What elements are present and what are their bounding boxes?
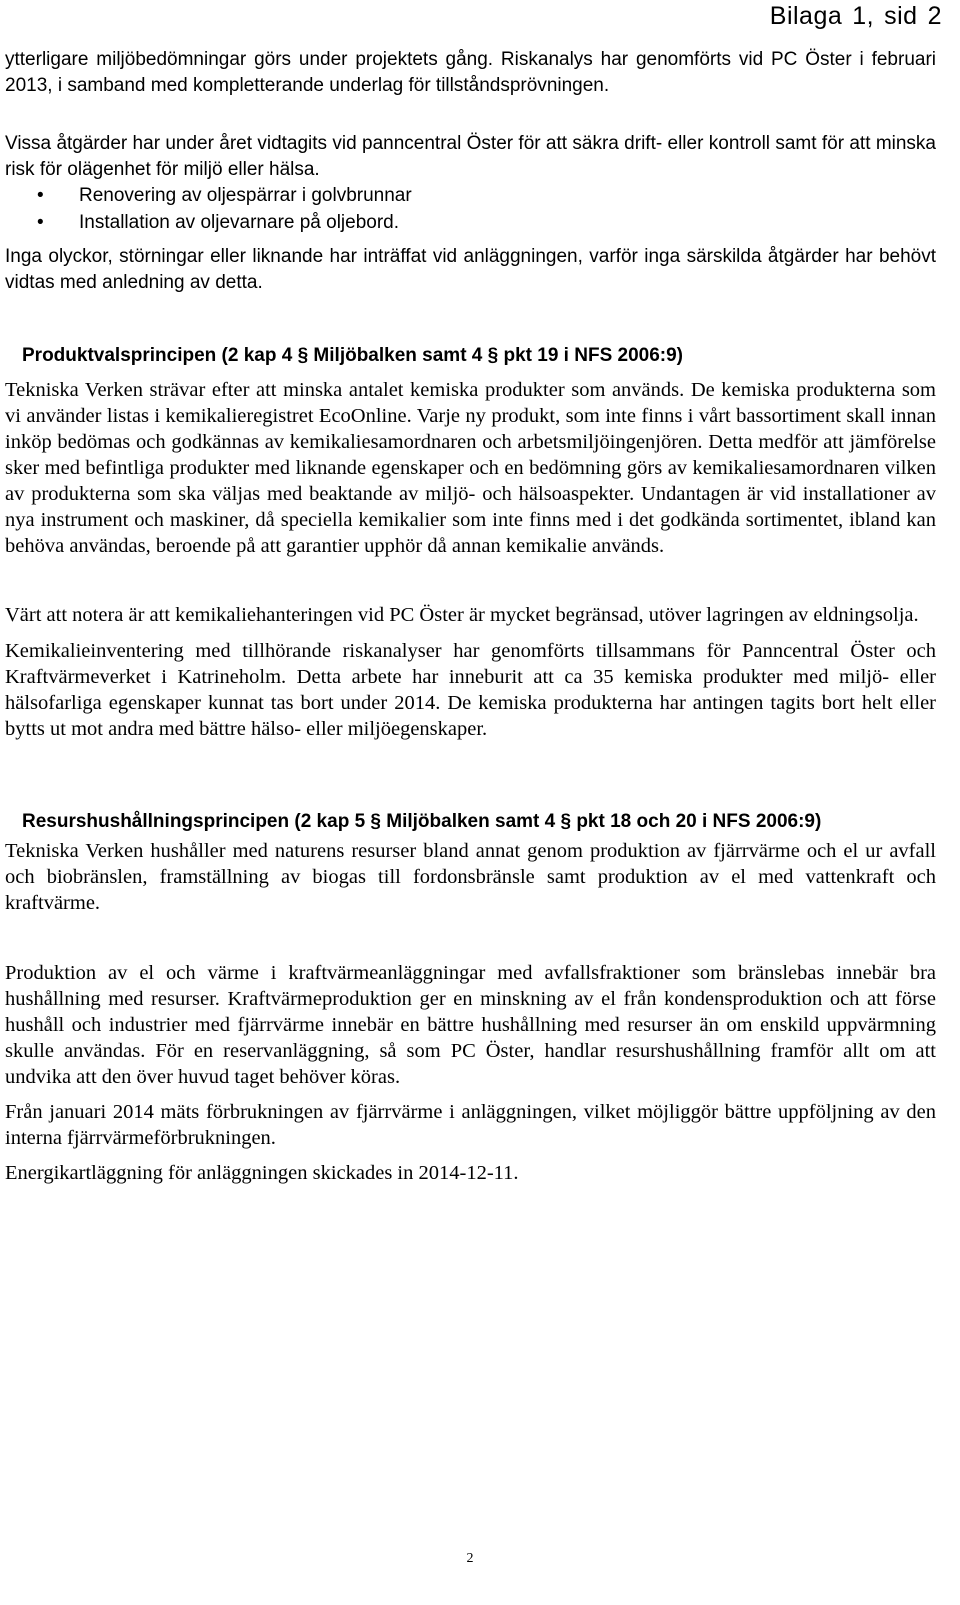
header-page-number: 2 [927,2,942,30]
list-item: • Renovering av oljespärrar i golvbrunnar [5,182,936,209]
paragraph-hushaller: Tekniska Verken hushåller med naturens resurser bland annat genom produktion av fjärrvärme och el ur avfall och biobränslen, framställning av biogas till fordonsbränsle samt produktion av el med vattenkraft och kraftvärme. [5,839,936,914]
heading-produktvalsprincipen: Produktvalsprincipen (2 kap 4 § Miljöbalken samt 4 § pkt 19 i NFS 2006:9) [22,344,684,366]
paragraph-energikartlaggning: Energikartläggning för anläggningen skickades in 2014-12-11. [5,1161,519,1184]
page-header [770,0,942,32]
list-item: • Installation av oljevarnare på oljebord. [5,209,936,236]
paragraph-kemikaliehantering: Värt att notera är att kemikaliehanteringen vid PC Öster är mycket begränsad, utöver lagringen av eldningsolja. [5,603,919,626]
paragraph-produktval: Tekniska Verken strävar efter att minska antalet kemiska produkter som används. De kemiska produkterna som vi använder listas i kemikalieregistret EcoOnline. Varje ny produkt, som inte finns i vårt bassortiment skall innan inköp bedömas och godkännas av kemikaliesamordnaren och arbetsmiljöingenjören. Detta medför att jämförelse sker med befintliga produkter med liknande egenskaper och en bedömning görs av kemikaliesamordnaren vilken av produkterna som ska väljas med beaktande av miljö- och hälsoaspekter. Undantagen är vid installationer av nya instrument och maskiner, då speciella kemikalier som inte finns med i det godkända sortimentet, ibland kan behöva användas, beroende på att garantier upphör då annan kemikalie används. [5,378,936,557]
heading-resurshushallningsprincipen: Resurshushållningsprincipen (2 kap 5 § Miljöbalken samt 4 § pkt 18 och 20 i NFS 2006:9) [22,810,822,832]
paragraph-riskanalys: ytterligare miljöbedömningar görs under projektets gång. Riskanalys har genomförts vid PC Öster i februari 2013, i samband med kompletterande underlag för tillståndsprövningen. [5,49,936,96]
paragraph-atgarder: Vissa åtgärder har under året vidtagits vid panncentral Öster för att säkra drift- eller kontroll samt för att minska risk för olägenhet för miljö eller hälsa. [5,133,936,180]
page-footer-number: 2 [466,1551,474,1566]
header-label: Bilaga [769,2,843,30]
header-attachment-number: 1, [852,2,875,30]
document-body [5,47,936,1186]
paragraph-inga-olyckor: Inga olyckor, störningar eller liknande har inträffat vid anläggningen, varför inga särskilda åtgärder har behövt vidtas med anledning av detta. [5,246,936,293]
bullet-list-atgarder [5,182,936,236]
header-side-label: sid [884,2,918,30]
paragraph-matning: Från januari 2014 mäts förbrukningen av fjärrvärme i anläggningen, vilket möjliggör bättre uppföljning av den interna fjärrvärmeförbrukningen. [5,1100,936,1149]
paragraph-kraftvarme: Produktion av el och värme i kraftvärmeanläggningar med avfallsfraktioner som bränslebas innebär bra hushållning med resurser. Kraftvärmeproduktion ger en minskning av el från kondensproduktion och att förse hushåll och industrier med fjärrvärme innebär en bättre hushållning med resurser än om enskild uppvärmning skulle användas. För en reservanläggning, så som PC Öster, handlar resurshushållning framför allt om att undvika att den över huvud taget behöver köras. [5,961,936,1088]
paragraph-kemikalieinventering: Kemikalieinventering med tillhörande riskanalyser har genomförts tillsammans för Panncentral Öster och Kraftvärmeverket i Katrineholm. Detta arbete har inneburit att ca 35 kemiska produkter med miljö- eller hälsofarliga egenskaper kunnat tas bort under 2014. De kemiska produkterna har antingen tagits bort helt eller bytts ut mot andra med bättre hälso- eller miljöegenskaper. [5,639,936,740]
